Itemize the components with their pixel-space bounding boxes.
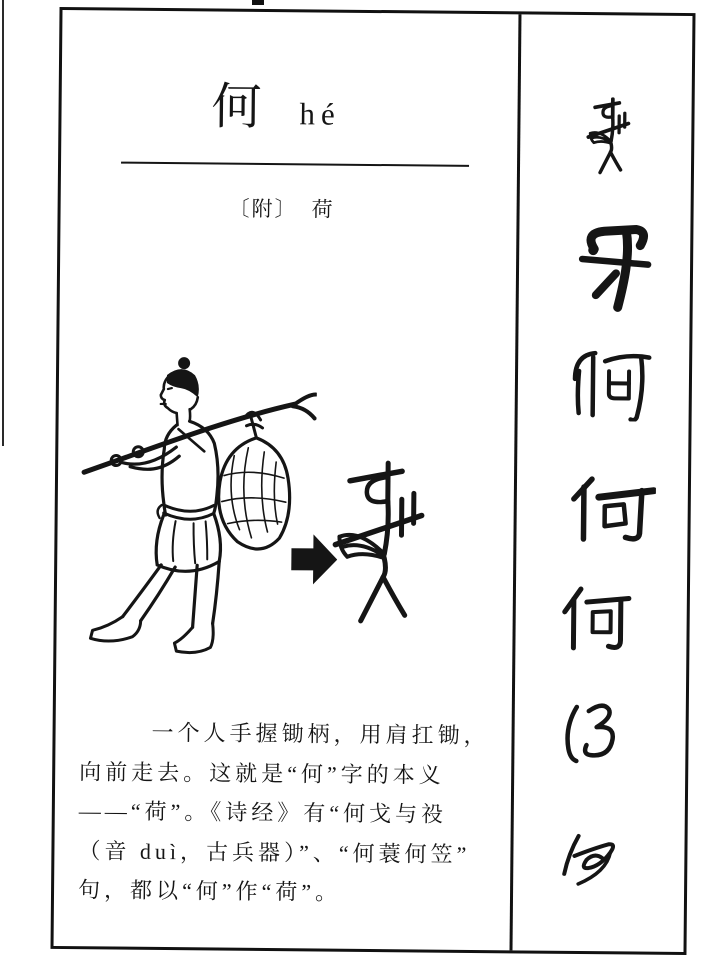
explanation-line: ——“荷”。《诗经》有“何戈与祋 (78, 798, 448, 827)
scan-spine-edge (2, 0, 4, 446)
explanation-line: 句，都以“何”作“荷”。 (77, 877, 342, 905)
entry-pinyin: hé (299, 96, 341, 132)
explanation-line: （音 duì，古兵器）”、“何蓑何笠” (78, 837, 471, 867)
attached-variant-row (228, 193, 334, 224)
dictionary-entry-frame (50, 7, 695, 955)
panel-divider (510, 14, 522, 950)
entry-title-row (211, 78, 341, 135)
explanation-paragraph (78, 712, 504, 914)
explanation-line: 一个人手握锄柄，用肩扛锄， (151, 719, 490, 749)
cursive-script-icon (562, 701, 619, 768)
running-script-icon (558, 828, 621, 891)
attached-label: 〔附〕 (228, 196, 298, 222)
small-seal-script-icon (565, 343, 654, 422)
attached-character: 荷 (311, 197, 335, 222)
clerical-script-icon (561, 473, 656, 546)
oracle-bone-glyph-large (329, 459, 429, 632)
scan-artifact-speck (252, 0, 264, 5)
ancient-forms-panel (63, 10, 693, 16)
regular-script-icon (554, 584, 633, 655)
bronze-script-icon (578, 221, 655, 314)
oracle-bone-script-icon (329, 459, 429, 632)
man-carrying-hoe-icon (74, 354, 317, 691)
entry-headword: 何 (211, 78, 262, 135)
explanation-line: 向前走去。这就是“何”字的本义 (79, 758, 445, 788)
oracle-bone-script-icon (585, 97, 632, 177)
man-carrying-illustration (74, 354, 317, 691)
headword-underline (121, 162, 469, 167)
